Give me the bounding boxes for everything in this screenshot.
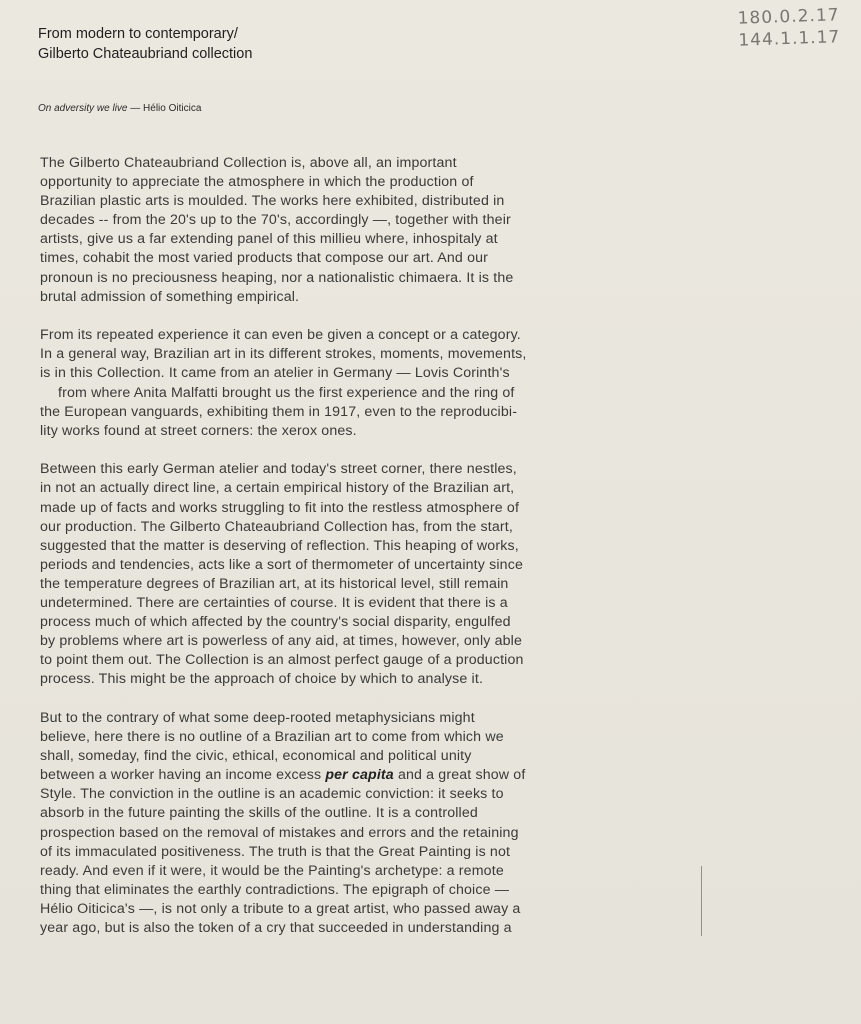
text-line: shall, someday, find the civic, ethical, economical and political unity: [40, 748, 472, 765]
handwritten-note-2: 144.1.1.17: [738, 27, 841, 51]
text-line: to point them out. The Collection is an almost perfect gauge of a production: [40, 652, 524, 669]
text-line: thing that eliminates the earthly contradictions. The epigraph of choice —: [40, 881, 510, 898]
text-line: in not an actually direct line, a certain empirical history of the Brazilian art,: [40, 480, 515, 497]
title-line-2: Gilberto Chateaubriand collection: [38, 46, 253, 62]
text-fragment: and a great show of: [393, 767, 526, 784]
text-line: From its repeated experience it can even be given a concept or a category.: [40, 327, 521, 344]
text-line: undetermined. There are certainties of course. It is evident that there is a: [40, 594, 508, 611]
paragraph-4: [40, 709, 580, 938]
text-line: opportunity to appreciate the atmosphere in which the production of: [40, 174, 474, 191]
text-line: process. This might be the approach of choice by which to analyse it.: [40, 671, 484, 688]
text-line: our production. The Gilberto Chateaubriand Collection has, from the start,: [40, 518, 513, 535]
text-line: Hélio Oiticica's —, is not only a tribute to a great artist, who passed away a: [40, 900, 521, 917]
text-line: the temperature degrees of Brazilian art, at its historical level, still remain: [40, 575, 509, 592]
pencil-mark: [701, 866, 702, 936]
text-line: Style. The conviction in the outline is an academic conviction: it seeks to: [40, 786, 504, 803]
text-fragment: between a worker having an income excess: [40, 767, 326, 784]
text-line: artists, give us a far extending panel of this millieu where, inhospitaly at: [40, 231, 498, 248]
text-line: But to the contrary of what some deep-rooted metaphysicians might: [40, 709, 475, 726]
text-line: is in this Collection. It came from an atelier in Germany — Lovis Corinth's: [40, 365, 510, 382]
epigraph: [38, 103, 201, 114]
handwritten-catalog-numbers: [737, 4, 840, 52]
text-line: the European vanguards, exhibiting them in 1917, even to the reproducibi-: [40, 403, 518, 420]
title-line-1: From modern to contemporary/: [38, 26, 238, 42]
paragraph-2: [40, 326, 580, 441]
text-line-with-emphasis: [40, 766, 580, 785]
paragraph-1: [40, 154, 580, 307]
text-line: pronoun is no preciousness heaping, nor a nationalistic chimaera. It is the: [40, 269, 514, 286]
text-line: process much of which affected by the country's social disparity, engulfed: [40, 614, 511, 631]
epigraph-quote: On adversity we live: [38, 103, 128, 114]
text-line: decades -- from the 20's up to the 70's, accordingly —, together with their: [40, 212, 511, 229]
text-line: Between this early German atelier and today's street corner, there nestles,: [40, 461, 517, 478]
handwritten-note-1: 180.0.2.17: [737, 5, 840, 29]
text-line: suggested that the matter is deserving of reflection. This heaping of works,: [40, 537, 519, 554]
text-line: In a general way, Brazilian art in its different strokes, moments, movements,: [40, 346, 527, 363]
epigraph-author: Hélio Oiticica: [143, 103, 202, 114]
text-line: Brazilian plastic arts is moulded. The works here exhibited, distributed in: [40, 193, 505, 210]
text-line: believe, here there is no outline of a Brazilian art to come from which we: [40, 729, 504, 746]
text-line: of its immaculated positiveness. The truth is that the Great Painting is not: [40, 843, 511, 860]
text-line: times, cohabit the most varied products that compose our art. And our: [40, 250, 489, 267]
text-line: prospection based on the removal of mistakes and errors and the retaining: [40, 824, 519, 841]
body-text: [40, 154, 580, 958]
emphasis-per-capita: per capita: [325, 767, 394, 784]
text-line: periods and tendencies, acts like a sort of thermometer of uncertainty since: [40, 556, 523, 573]
text-line: year ago, but is also the token of a cry that succeeded in understanding a: [40, 919, 512, 936]
text-line: made up of facts and works struggling to fit into the restless atmosphere of: [40, 499, 520, 516]
text-line: absorb in the future painting the skills of the outline. It is a controlled: [40, 805, 478, 822]
epigraph-separator: —: [127, 103, 144, 114]
paragraph-3: [40, 460, 580, 689]
page-title: [38, 24, 252, 64]
text-line: lity works found at street corners: the xerox ones.: [40, 422, 357, 439]
text-line: by problems where art is powerless of any aid, at times, however, only able: [40, 633, 523, 650]
text-line: The Gilberto Chateaubriand Collection is, above all, an important: [40, 155, 457, 171]
text-line: from where Anita Malfatti brought us the first experience and the ring of: [58, 384, 515, 401]
text-line: ready. And even if it were, it would be the Painting's archetype: a remote: [40, 862, 504, 879]
text-line: brutal admission of something empirical.: [40, 288, 300, 305]
